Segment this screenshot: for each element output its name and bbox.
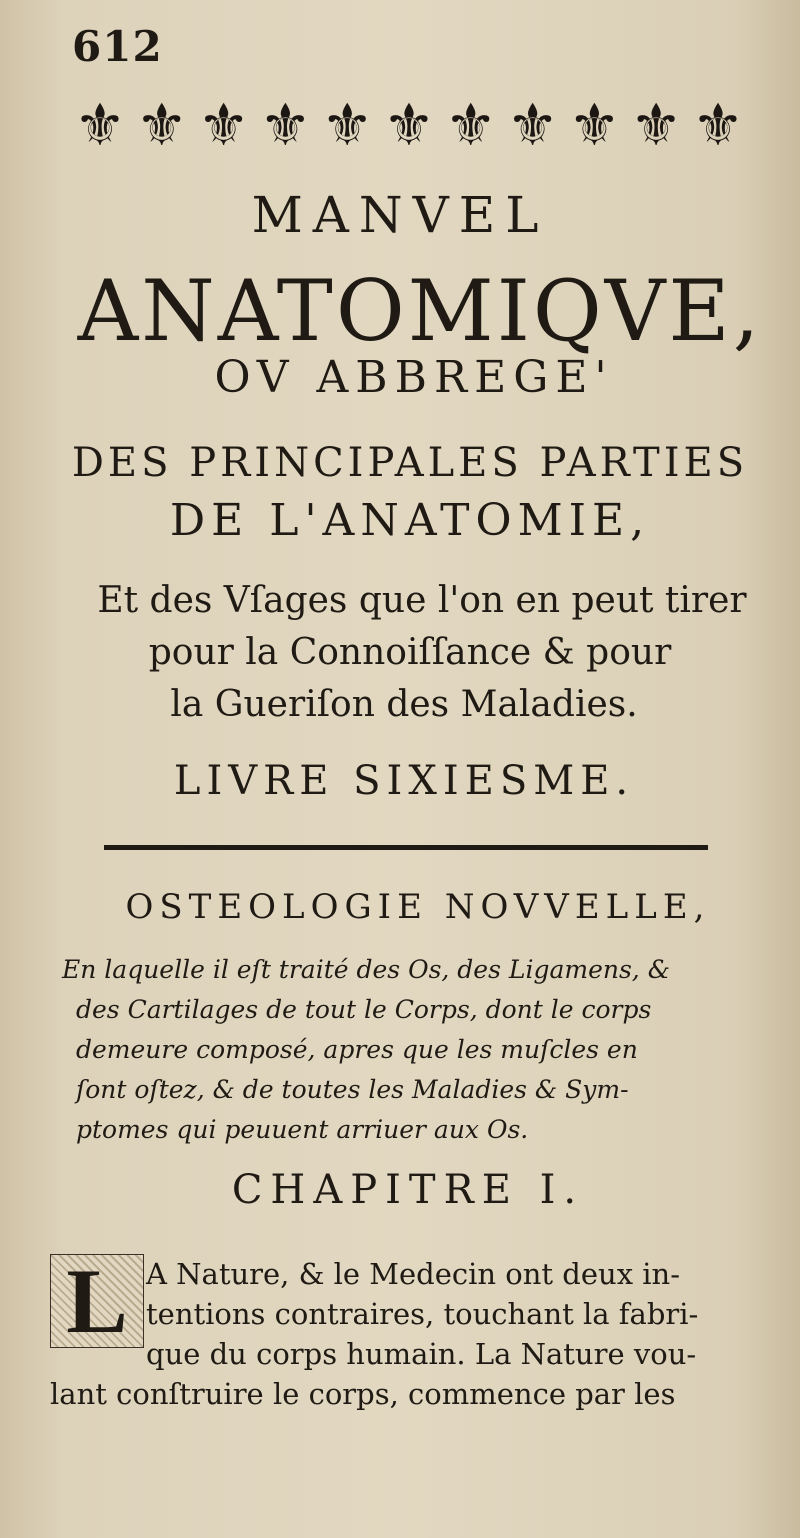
description-line: En laquelle il eſt traité des Os, des Ligamens, & (62, 955, 670, 984)
fleuron-icon: ⚜ (321, 91, 374, 159)
fleuron-icon: ⚜ (444, 91, 497, 159)
fleuron-icon: ⚜ (259, 91, 312, 159)
fleuron-icon: ⚜ (568, 91, 621, 159)
section-description (62, 950, 742, 1150)
body-line: que du corps humain. La Nature vou- (146, 1337, 697, 1371)
body-line: tentions contraires, touchant la fabri- (146, 1297, 699, 1331)
subtitle-line: la Gueriſon des Maladies. (170, 684, 638, 725)
fleuron-icon: ⚜ (506, 91, 559, 159)
title-principales-parties: DES PRINCIPALES PARTIES (71, 440, 749, 486)
description-line: ptomes qui peuuent arriuer aux Os. (76, 1115, 529, 1144)
fleuron-icon: ⚜ (630, 91, 683, 159)
description-line: des Cartilages de tout le Corps, dont le corps (76, 995, 652, 1024)
fleuron-icon: ⚜ (382, 91, 435, 159)
body-line: lant conſtruire le corps, commence par les (50, 1377, 676, 1411)
chapter-heading: CHAPITRE I. (231, 1167, 585, 1213)
description-line: demeure composé, apres que les muſcles en (76, 1035, 638, 1064)
title-de-lanatomie: DE L'ANATOMIE, (169, 495, 651, 546)
drop-cap-letter: L (66, 1250, 128, 1352)
title-abbrege: OV ABBREGE' (214, 352, 614, 403)
title-manvel: MANVEL (251, 186, 549, 244)
fleuron-icon: ⚜ (135, 91, 188, 159)
book-heading: LIVRE SIXIESME. (173, 758, 635, 804)
description-line: ſont oſtez, & de toutes les Maladies & Sym- (76, 1075, 629, 1104)
horizontal-rule (104, 845, 708, 850)
body-line: A Nature, & le Medecin ont deux in- (146, 1257, 681, 1291)
body-paragraph (50, 1250, 740, 1414)
fleuron-icon: ⚜ (74, 91, 126, 159)
subtitle-line: pour la Connoiſſance & pour (148, 632, 672, 673)
fleuron-ornament-band (74, 92, 744, 158)
page-number: 612 (72, 22, 163, 71)
title-anatomiqve: ANATOMIQVE, (77, 262, 763, 360)
subtitle-line: Et des Vſages que l'on en peut tirer (97, 580, 747, 621)
section-heading: OSTEOLOGIE NOVVELLE, (125, 887, 711, 927)
fleuron-icon: ⚜ (197, 91, 250, 159)
fleuron-icon: ⚜ (691, 91, 744, 159)
